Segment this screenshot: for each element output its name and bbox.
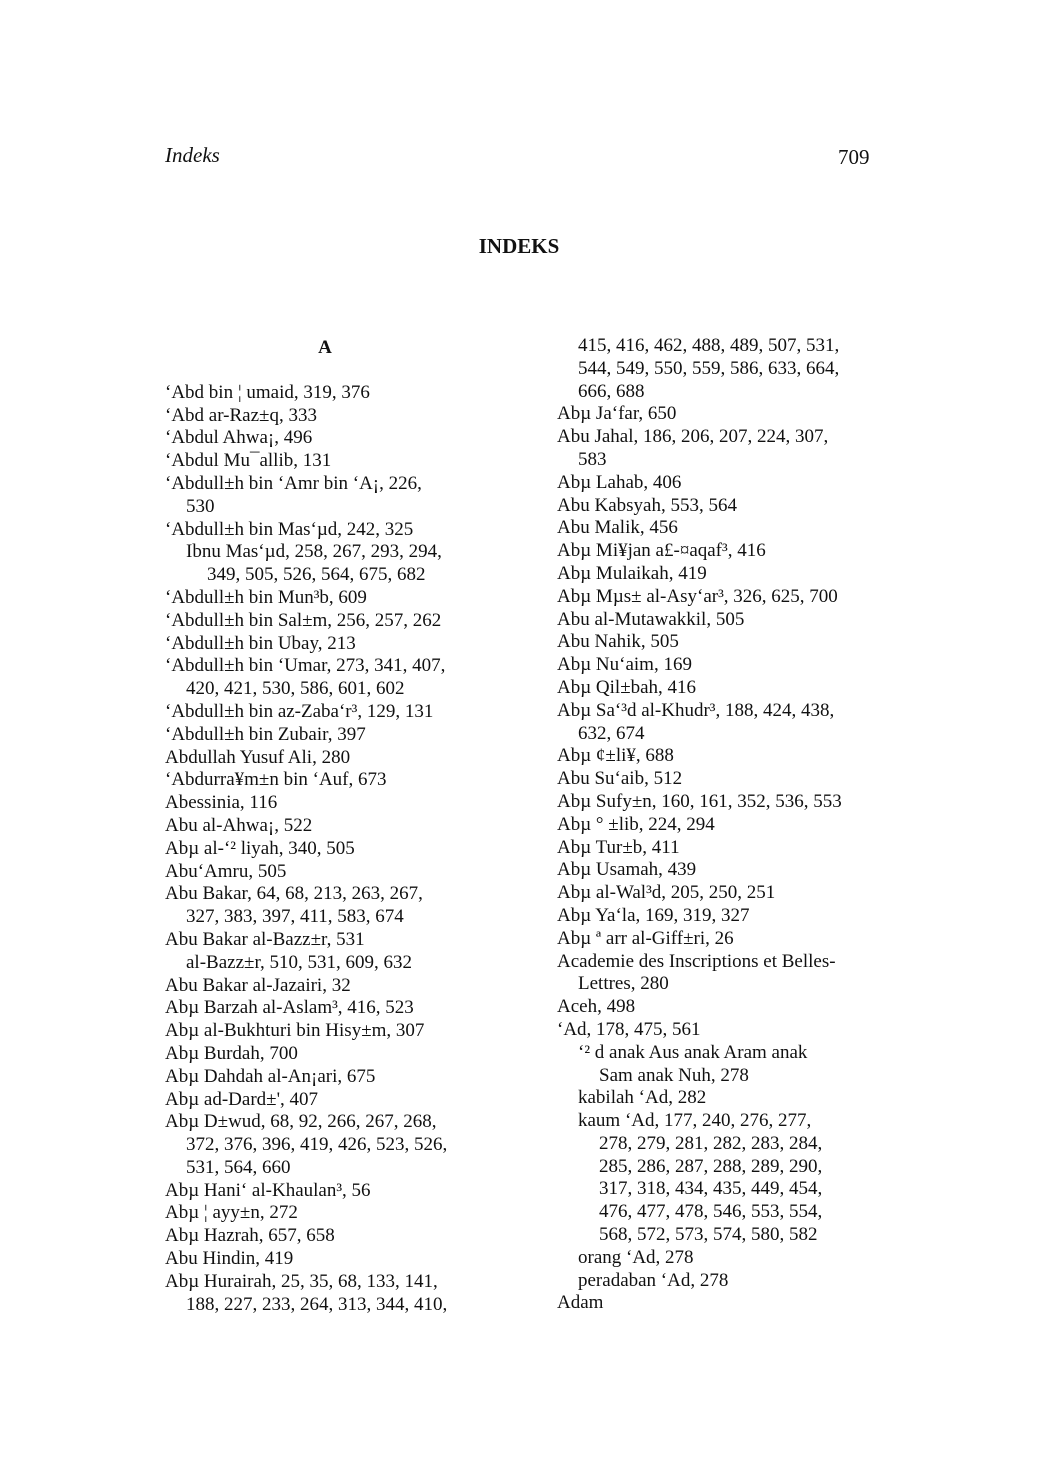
index-entry-list bbox=[165, 382, 485, 1317]
index-entry-line: Abµ Burdah, 700 bbox=[165, 1042, 298, 1064]
index-entry-line: Abµ ¦ ayy±n, 272 bbox=[165, 1202, 298, 1224]
index-entry-line: Abµ Mi¥jan a£-¤aqaf³, 416 bbox=[557, 540, 766, 562]
index-entry-line: Abµ Barzah al-Aslam³, 416, 523 bbox=[165, 997, 414, 1019]
index-entry-line: Abµ Ja‘far, 650 bbox=[557, 403, 677, 425]
index-entry-line: Abu Kabsyah, 553, 564 bbox=[557, 494, 737, 516]
index-entry-line: 530 bbox=[186, 495, 215, 517]
index-entry-line: 531, 564, 660 bbox=[186, 1156, 291, 1178]
index-entry-line: 415, 416, 462, 488, 489, 507, 531, bbox=[578, 335, 840, 356]
index-entry-line: Aceh, 498 bbox=[557, 996, 636, 1018]
index-entry-line: 476, 477, 478, 546, 553, 554, bbox=[599, 1201, 823, 1223]
index-entry-line: ‘Abdull±h bin ‘Amr bin ‘A¡, 226, bbox=[165, 472, 422, 494]
index-entry-line: Abu al-Mutawakkil, 505 bbox=[557, 608, 745, 630]
index-entry-line: 278, 279, 281, 282, 283, 284, bbox=[599, 1132, 823, 1154]
index-entry-line: ‘Abdull±h bin ‘Umar, 273, 341, 407, bbox=[165, 655, 446, 677]
page-number: 709 bbox=[838, 145, 870, 169]
index-entry-line: Abµ Lahab, 406 bbox=[557, 471, 682, 493]
index-entry-line: Abµ D±wud, 68, 92, 266, 267, 268, bbox=[165, 1111, 437, 1133]
index-entry-line: Adam bbox=[557, 1292, 604, 1314]
index-entry-line: Ibnu Mas‘µd, 258, 267, 293, 294, bbox=[186, 541, 442, 563]
index-entry-line: 188, 227, 233, 264, 313, 344, 410, bbox=[186, 1293, 448, 1315]
index-entry-line: 583 bbox=[578, 448, 607, 470]
index-entry-line: ‘Abdull±h bin Mun³b, 609 bbox=[165, 586, 367, 608]
index-entry-line: Abu Bakar al-Jazairi, 32 bbox=[165, 974, 351, 996]
running-title: Indeks bbox=[165, 143, 220, 167]
section-letter-heading: A bbox=[318, 337, 332, 358]
index-entry-line: Abµ ª arr al-Giff±ri, 26 bbox=[557, 927, 734, 949]
index-entry-line: ‘Ad, 178, 475, 561 bbox=[557, 1018, 701, 1040]
index-entry-line: ‘Abdul Mu¯allib, 131 bbox=[165, 450, 332, 472]
index-entry-line: Abµ Qil±bah, 416 bbox=[557, 676, 697, 698]
index-entry-line: ‘Abdul Ahwa¡, 496 bbox=[165, 427, 313, 449]
index-entry-line: 420, 421, 530, 586, 601, 602 bbox=[186, 678, 405, 700]
index-entry-line: Abµ al-Bukhturi bin Hisy±m, 307 bbox=[165, 1020, 425, 1042]
index-entry-line: Abu Bakar, 64, 68, 213, 263, 267, bbox=[165, 883, 423, 905]
index-entry-line: ‘Abdull±h bin Mas‘µd, 242, 325 bbox=[165, 518, 414, 540]
index-entry-line: ‘² d anak Aus anak Aram anak bbox=[578, 1041, 808, 1063]
index-entry-line: Abµ Tur±b, 411 bbox=[557, 836, 680, 858]
index-entry-line: Abµ Sufy±n, 160, 161, 352, 536, 553 bbox=[557, 790, 842, 812]
index-entry-line: 372, 376, 396, 419, 426, 523, 526, bbox=[186, 1134, 448, 1156]
index-entry-line: Abu al-Ahwa¡, 522 bbox=[165, 814, 313, 836]
index-entry-line: 317, 318, 434, 435, 449, 454, bbox=[599, 1178, 823, 1200]
index-entry-line: Abµ Nu‘aim, 169 bbox=[557, 654, 692, 676]
index-entry-line: ‘Abdull±h bin az-Zaba‘r³, 129, 131 bbox=[165, 700, 434, 722]
index-entry-line: ‘Abdurra¥m±n bin ‘Auf, 673 bbox=[165, 769, 387, 791]
index-entry-line: 327, 383, 397, 411, 583, 674 bbox=[186, 906, 404, 928]
index-title: INDEKS bbox=[478, 234, 560, 258]
index-entry-line: Abdullah Yusuf Ali, 280 bbox=[165, 746, 351, 768]
index-entry-line: Abessinia, 116 bbox=[165, 792, 278, 814]
index-entry-line: 632, 674 bbox=[578, 722, 645, 744]
index-entry-line: Abµ al-Wal³d, 205, 250, 251 bbox=[557, 882, 776, 904]
index-entry-line: Abu‘Amru, 505 bbox=[165, 860, 287, 882]
index-entry-line: peradaban ‘Ad, 278 bbox=[578, 1269, 729, 1291]
index-entry-line: 285, 286, 287, 288, 289, 290, bbox=[599, 1155, 823, 1177]
index-entry-line: ‘Abdull±h bin Sal±m, 256, 257, 262 bbox=[165, 609, 442, 631]
index-entry-line: Abµ Usamah, 439 bbox=[557, 859, 697, 881]
index-entry-line: Abµ Dahdah al-An¡ari, 675 bbox=[165, 1065, 376, 1087]
index-entry-line: ‘Abd bin ¦ umaid, 319, 376 bbox=[165, 381, 370, 403]
index-entry-line: Abµ ad-Dard±', 407 bbox=[165, 1088, 319, 1110]
index-column-left bbox=[165, 335, 485, 1316]
index-entry-line: 544, 549, 550, 559, 586, 633, 664, bbox=[578, 357, 840, 379]
index-entry-line: 666, 688 bbox=[578, 380, 645, 402]
index-entry-line: al-Bazz±r, 510, 531, 609, 632 bbox=[186, 951, 413, 973]
index-entry-line: ‘Abd ar-Raz±q, 333 bbox=[165, 404, 317, 426]
index-entry-line: Abu Su‘aib, 512 bbox=[557, 768, 683, 790]
index-entry-line: Abu Malik, 456 bbox=[557, 517, 678, 539]
index-entry-line: 568, 572, 573, 574, 580, 582 bbox=[599, 1224, 818, 1246]
index-entry-line: Sam anak Nuh, 278 bbox=[599, 1064, 749, 1086]
index-column-right bbox=[557, 335, 877, 1315]
index-entry-line: Abu Bakar al-Bazz±r, 531 bbox=[165, 928, 365, 950]
index-entry-line: kaum ‘Ad, 177, 240, 276, 277, bbox=[578, 1110, 812, 1132]
index-entry-line: kabilah ‘Ad, 282 bbox=[578, 1087, 707, 1109]
index-entry-line: Abµ ° ±lib, 224, 294 bbox=[557, 813, 715, 835]
index-entry-line: Academie des Inscriptions et Belles- bbox=[557, 950, 836, 972]
index-entry-line: orang ‘Ad, 278 bbox=[578, 1246, 694, 1268]
index-entry-line: Abµ Hani‘ al-Khaulan³, 56 bbox=[165, 1179, 371, 1201]
index-entry-line: ‘Abdull±h bin Ubay, 213 bbox=[165, 632, 356, 654]
index-entry-line: Abu Hindin, 419 bbox=[165, 1248, 294, 1270]
index-entry-line: Abu Jahal, 186, 206, 207, 224, 307, bbox=[557, 426, 829, 448]
index-entry-line: Abµ Sa‘³d al-Khudr³, 188, 424, 438, bbox=[557, 699, 835, 721]
index-entry-line: Abµ Hurairah, 25, 35, 68, 133, 141, bbox=[165, 1270, 438, 1292]
index-entry-line: 349, 505, 526, 564, 675, 682 bbox=[207, 564, 426, 586]
index-entry-line: Abµ Hazrah, 657, 658 bbox=[165, 1225, 335, 1247]
index-entry-line: Abu Nahik, 505 bbox=[557, 631, 679, 653]
index-entry-list bbox=[557, 335, 877, 1315]
index-entry-line: Abµ Mµs± al-Asy‘ar³, 326, 625, 700 bbox=[557, 585, 838, 607]
index-entry-line: ‘Abdull±h bin Zubair, 397 bbox=[165, 723, 366, 745]
index-entry-line: Abµ Ya‘la, 169, 319, 327 bbox=[557, 904, 750, 926]
index-entry-line: Abµ al-‘² liyah, 340, 505 bbox=[165, 837, 355, 859]
index-entry-line: Abµ Mulaikah, 419 bbox=[557, 562, 707, 584]
index-entry-line: Abµ ¢±li¥, 688 bbox=[557, 745, 674, 767]
index-entry-line: Lettres, 280 bbox=[578, 973, 669, 995]
